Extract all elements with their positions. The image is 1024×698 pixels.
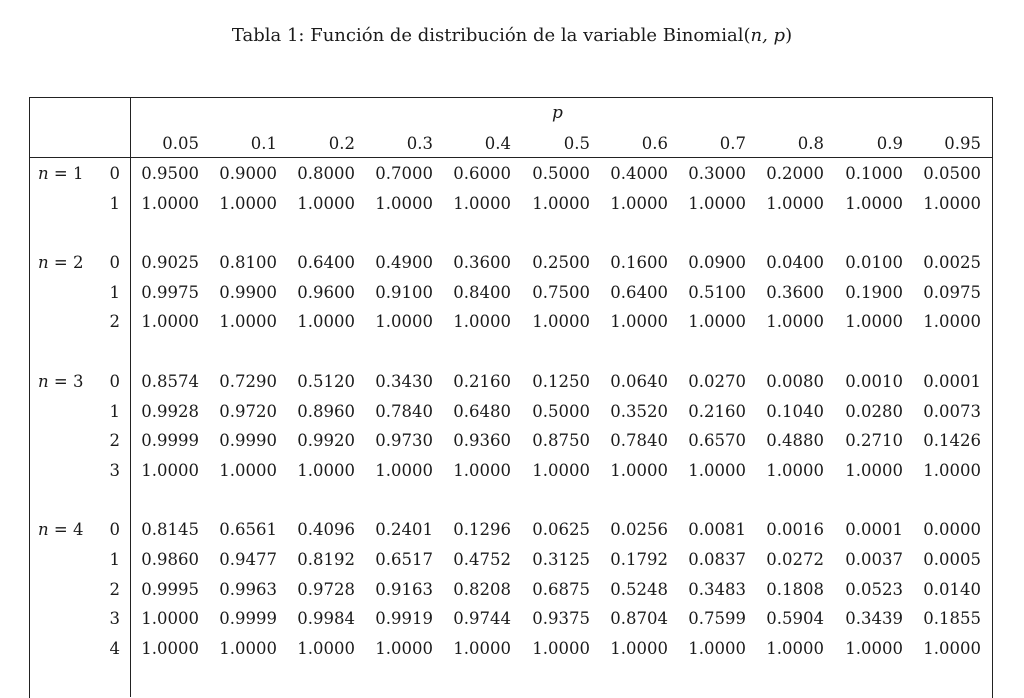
table-cell: 0.9990 <box>219 431 277 451</box>
table-cell: 1.0000 <box>688 460 746 480</box>
table-cell: 0.7290 <box>219 372 277 391</box>
table-cell: 0.0025 <box>923 253 981 273</box>
table-cell: 1.0000 <box>845 312 903 332</box>
table-cell: 0.6400 <box>610 282 668 302</box>
table-cell: 0.0523 <box>845 579 903 599</box>
table-cell: 0.3483 <box>688 579 746 599</box>
p-column-header: 0.4 <box>484 134 511 153</box>
table-cell: 0.6570 <box>688 431 746 451</box>
p-column-header: 0.9 <box>876 134 903 153</box>
table-cell: 0.9744 <box>453 609 511 629</box>
table-cell: 0.9730 <box>375 431 433 451</box>
table-cell: 0.7840 <box>610 431 668 451</box>
table-cell: 0.1250 <box>532 372 590 391</box>
p-column-header: 0.7 <box>719 134 746 153</box>
table-cell: 0.0640 <box>610 372 668 391</box>
k-row-label: 0 <box>109 372 120 391</box>
table-cell: 0.0000 <box>923 520 981 540</box>
table-cell: 0.1040 <box>766 401 824 421</box>
p-column-header: 0.1 <box>250 134 277 153</box>
table-cell: 0.1808 <box>766 579 824 599</box>
table-cell: 0.0837 <box>688 550 746 569</box>
table-cell: 0.5904 <box>766 609 824 629</box>
table-cell: 0.0037 <box>845 550 903 569</box>
table-cell: 0.1855 <box>923 609 981 629</box>
table-cell: 0.0140 <box>923 579 981 599</box>
p-column-header: 0.6 <box>641 134 668 153</box>
table-cell: 1.0000 <box>923 638 981 658</box>
table-cell: 0.3600 <box>453 253 511 273</box>
table-cell: 1.0000 <box>845 460 903 480</box>
table-cell: 0.0010 <box>845 372 903 391</box>
table-cell: 0.0625 <box>532 520 590 540</box>
table-cell: 0.9900 <box>219 282 277 302</box>
n-group-label: n = 3 <box>38 372 84 391</box>
table-cell: 0.4880 <box>766 431 824 451</box>
table-cell: 1.0000 <box>375 193 433 213</box>
table-cell: 0.0005 <box>923 550 981 569</box>
header-divider <box>29 157 992 158</box>
table-cell: 1.0000 <box>532 193 590 213</box>
table-cell: 0.0900 <box>688 253 746 273</box>
table-cell: 0.0100 <box>845 253 903 273</box>
table-cell: 0.5100 <box>688 282 746 302</box>
table-cell: 0.2000 <box>766 164 824 183</box>
table-cell: 0.9919 <box>375 609 433 629</box>
table-cell: 0.8100 <box>219 253 277 273</box>
caption-suffix: ) <box>785 25 793 46</box>
table-cell: 1.0000 <box>610 460 668 480</box>
table-cell: 1.0000 <box>688 638 746 658</box>
table-cell: 1.0000 <box>766 460 824 480</box>
table-cell: 0.0001 <box>923 372 981 391</box>
caption-math: n, p <box>750 25 786 46</box>
table-cell: 0.1600 <box>610 253 668 273</box>
table-cell: 1.0000 <box>141 312 199 332</box>
table-cell: 0.0975 <box>923 282 981 302</box>
table-cell: 0.5000 <box>532 164 590 183</box>
k-row-label: 0 <box>109 164 120 183</box>
table-cell: 0.5120 <box>297 372 355 391</box>
k-row-label: 0 <box>109 520 120 540</box>
table-cell: 0.9600 <box>297 282 355 302</box>
table-cell: 0.0280 <box>845 401 903 421</box>
p-column-header: 0.95 <box>944 134 981 153</box>
table-cell: 1.0000 <box>845 193 903 213</box>
n-group-label: n = 2 <box>38 253 84 273</box>
table-cell: 1.0000 <box>453 638 511 658</box>
table-cell: 1.0000 <box>219 460 277 480</box>
table-cell: 1.0000 <box>141 460 199 480</box>
table-cell: 0.6875 <box>532 579 590 599</box>
table-cell: 1.0000 <box>453 460 511 480</box>
k-row-label: 2 <box>109 312 120 332</box>
p-column-header: 0.8 <box>797 134 824 153</box>
table-cell: 1.0000 <box>688 193 746 213</box>
table-cell: 0.9477 <box>219 550 277 569</box>
table-cell: 0.1000 <box>845 164 903 183</box>
table-cell: 0.3600 <box>766 282 824 302</box>
row-label-divider <box>130 97 131 697</box>
table-cell: 0.9163 <box>375 579 433 599</box>
table-cell: 1.0000 <box>219 638 277 658</box>
k-row-label: 4 <box>109 638 120 658</box>
table-cell: 1.0000 <box>297 193 355 213</box>
p-column-header: 0.3 <box>406 134 433 153</box>
table-cell: 0.6517 <box>375 550 433 569</box>
table-cell: 0.2500 <box>532 253 590 273</box>
p-column-header: 0.2 <box>328 134 355 153</box>
table-cell: 0.0272 <box>766 550 824 569</box>
table-cell: 0.9025 <box>141 253 199 273</box>
table-cell: 0.8750 <box>532 431 590 451</box>
n-group-label: n = 4 <box>38 520 84 540</box>
table-cell: 0.6480 <box>453 401 511 421</box>
table-cell: 0.6000 <box>453 164 511 183</box>
table-cell: 0.3430 <box>375 372 433 391</box>
table-cell: 0.7500 <box>532 282 590 302</box>
table-cell: 0.9360 <box>453 431 511 451</box>
table-cell: 0.4900 <box>375 253 433 273</box>
table-cell: 1.0000 <box>219 312 277 332</box>
table-cell: 0.9920 <box>297 431 355 451</box>
table-cell: 1.0000 <box>375 312 433 332</box>
table-cell: 1.0000 <box>923 312 981 332</box>
table-cell: 0.9720 <box>219 401 277 421</box>
table-cell: 0.4752 <box>453 550 511 569</box>
table-cell: 0.3439 <box>845 609 903 629</box>
table-cell: 1.0000 <box>532 312 590 332</box>
table-cell: 1.0000 <box>297 638 355 658</box>
table-cell: 1.0000 <box>923 460 981 480</box>
table-cell: 1.0000 <box>219 193 277 213</box>
table-cell: 0.6561 <box>219 520 277 540</box>
caption-prefix: Tabla 1: Función de distribución de la variable Binomial( <box>231 25 751 46</box>
table-cell: 0.0256 <box>610 520 668 540</box>
k-row-label: 2 <box>109 579 120 599</box>
table-cell: 1.0000 <box>766 638 824 658</box>
table-cell: 1.0000 <box>141 193 199 213</box>
binomial-table-frame <box>29 97 993 698</box>
p-column-header: 0.5 <box>563 134 590 153</box>
table-cell: 0.9999 <box>219 609 277 629</box>
table-cell: 0.0001 <box>845 520 903 540</box>
table-cell: 0.9375 <box>532 609 590 629</box>
table-cell: 1.0000 <box>453 193 511 213</box>
k-row-label: 0 <box>109 253 120 273</box>
table-cell: 0.8145 <box>141 520 199 540</box>
k-row-label: 3 <box>109 609 120 629</box>
k-row-label: 1 <box>109 401 120 421</box>
table-cell: 0.0081 <box>688 520 746 540</box>
table-cell: 0.7599 <box>688 609 746 629</box>
table-cell: 1.0000 <box>923 193 981 213</box>
table-cell: 0.2401 <box>375 520 433 540</box>
table-cell: 0.4000 <box>610 164 668 183</box>
table-cell: 0.3125 <box>532 550 590 569</box>
table-cell: 1.0000 <box>297 312 355 332</box>
table-cell: 0.0016 <box>766 520 824 540</box>
table-cell: 1.0000 <box>532 638 590 658</box>
table-cell: 0.0400 <box>766 253 824 273</box>
table-cell: 0.5000 <box>532 401 590 421</box>
k-row-label: 2 <box>109 431 120 451</box>
p-column-header: 0.05 <box>162 134 199 153</box>
table-cell: 0.9500 <box>141 164 199 183</box>
p-header-symbol: p <box>552 103 563 123</box>
table-cell: 0.8192 <box>297 550 355 569</box>
table-cell: 0.8400 <box>453 282 511 302</box>
table-cell: 1.0000 <box>766 312 824 332</box>
table-cell: 0.1296 <box>453 520 511 540</box>
table-cell: 0.9000 <box>219 164 277 183</box>
table-cell: 0.8000 <box>297 164 355 183</box>
table-cell: 0.8704 <box>610 609 668 629</box>
table-cell: 0.8574 <box>141 372 199 391</box>
table-cell: 0.9995 <box>141 579 199 599</box>
table-cell: 0.2710 <box>845 431 903 451</box>
table-cell: 1.0000 <box>141 609 199 629</box>
table-cell: 0.4096 <box>297 520 355 540</box>
table-cell: 0.9728 <box>297 579 355 599</box>
table-cell: 0.9860 <box>141 550 199 569</box>
table-cell: 0.9928 <box>141 401 199 421</box>
table-cell: 0.3520 <box>610 401 668 421</box>
table-cell: 0.9963 <box>219 579 277 599</box>
table-cell: 0.1792 <box>610 550 668 569</box>
table-cell: 0.9984 <box>297 609 355 629</box>
table-cell: 0.8960 <box>297 401 355 421</box>
table-cell: 0.9999 <box>141 431 199 451</box>
table-cell: 0.0073 <box>923 401 981 421</box>
n-group-label: n = 1 <box>38 164 84 183</box>
table-cell: 0.2160 <box>453 372 511 391</box>
k-row-label: 1 <box>109 193 120 213</box>
table-cell: 1.0000 <box>532 460 590 480</box>
table-cell: 0.3000 <box>688 164 746 183</box>
table-cell: 0.1900 <box>845 282 903 302</box>
table-cell: 1.0000 <box>141 638 199 658</box>
k-row-label: 1 <box>109 550 120 569</box>
table-cell: 1.0000 <box>610 638 668 658</box>
table-cell: 0.0270 <box>688 372 746 391</box>
table-cell: 1.0000 <box>766 193 824 213</box>
table-cell: 0.7000 <box>375 164 433 183</box>
table-cell: 0.6400 <box>297 253 355 273</box>
table-cell: 1.0000 <box>375 460 433 480</box>
table-cell: 0.0500 <box>923 164 981 183</box>
table-cell: 1.0000 <box>688 312 746 332</box>
table-cell: 1.0000 <box>610 312 668 332</box>
table-cell: 0.2160 <box>688 401 746 421</box>
table-cell: 0.5248 <box>610 579 668 599</box>
table-cell: 1.0000 <box>610 193 668 213</box>
k-row-label: 1 <box>109 282 120 302</box>
table-cell: 0.8208 <box>453 579 511 599</box>
k-row-label: 3 <box>109 460 120 480</box>
table-cell: 0.7840 <box>375 401 433 421</box>
table-cell: 1.0000 <box>845 638 903 658</box>
table-cell: 1.0000 <box>375 638 433 658</box>
table-caption <box>0 25 1024 46</box>
table-cell: 1.0000 <box>297 460 355 480</box>
table-cell: 0.1426 <box>923 431 981 451</box>
table-cell: 0.0080 <box>766 372 824 391</box>
table-cell: 0.9100 <box>375 282 433 302</box>
table-cell: 0.9975 <box>141 282 199 302</box>
table-cell: 1.0000 <box>453 312 511 332</box>
